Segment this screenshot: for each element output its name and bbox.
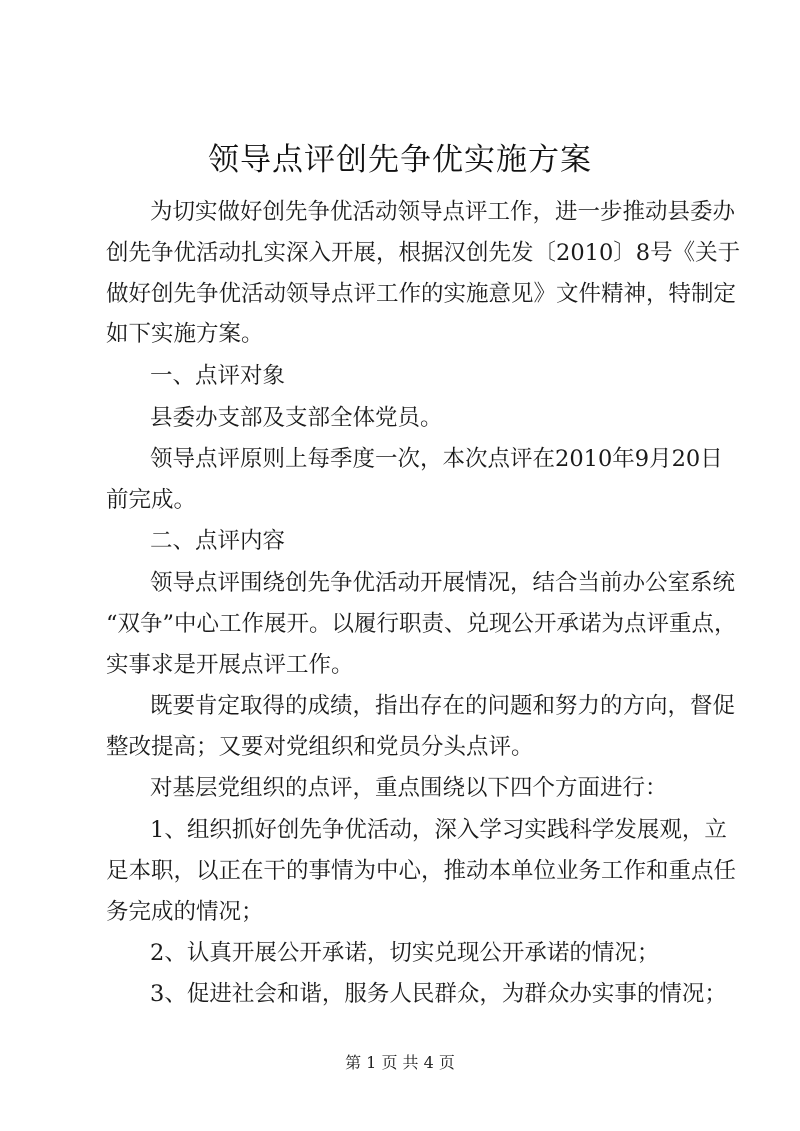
body-line: 领导点评围绕创先争优活动开展情况，结合当前办公室系统 (150, 570, 736, 596)
body-line: 为切实做好创先争优活动领导点评工作，进一步推动县委办 (150, 199, 736, 225)
list-item-line: 足本职，以正在干的事情为中心，推动本单位业务工作和重点任 (106, 858, 737, 884)
section-heading: 二、点评内容 (150, 528, 286, 554)
body-line: 县委办支部及支部全体党员。 (150, 405, 443, 431)
body-line: 整改提高；又要对党组织和党员分头点评。 (106, 734, 534, 760)
document-title: 领导点评创先争优实施方案 (208, 142, 592, 178)
body-line: 做好创先争优活动领导点评工作的实施意见》文件精神，特制定 (106, 281, 737, 307)
body-line: 既要肯定取得的成绩，指出存在的问题和努力的方向，督促 (150, 693, 736, 719)
body-line: 领导点评原则上每季度一次，本次点评在2010年9月20日 (150, 446, 723, 472)
section-heading: 一、点评对象 (150, 363, 286, 389)
body-line: 如下实施方案。 (106, 321, 264, 347)
list-item-line: 3、促进社会和谐，服务人民群众，为群众办实事的情况； (150, 981, 727, 1007)
list-item-line: 2、认真开展公开承诺，切实兑现公开承诺的情况； (150, 940, 660, 966)
body-line: 创先争优活动扎实深入开展，根据汉创先发〔2010〕8号《关于 (106, 240, 741, 266)
page-footer: 第 1 页 共 4 页 (345, 1053, 455, 1072)
list-item-line: 务完成的情况； (106, 899, 264, 925)
list-item-line: 1、组织抓好创先争优活动，深入学习实践科学发展观，立 (150, 817, 727, 843)
body-line: 前完成。 (106, 487, 197, 513)
body-line: 对基层党组织的点评，重点围绕以下四个方面进行： (150, 775, 668, 801)
body-line: 实事求是开展点评工作。 (106, 652, 354, 678)
body-line: “双争”中心工作展开。以履行职责、兑现公开承诺为点评重点， (106, 611, 737, 637)
